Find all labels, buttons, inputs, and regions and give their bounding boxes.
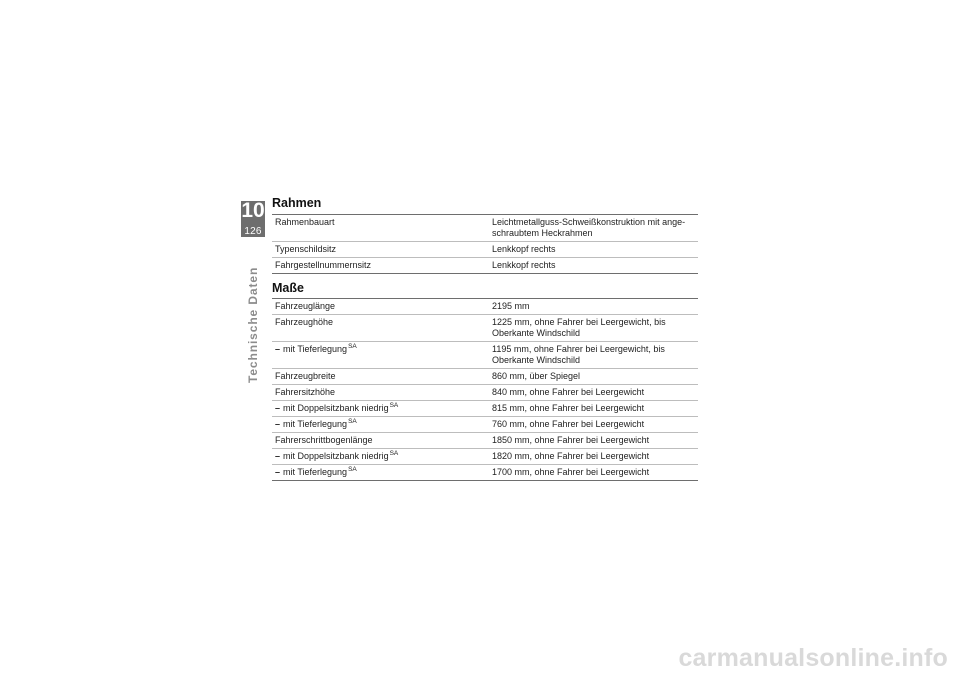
spec-label: Fahrzeugbreite <box>275 371 336 381</box>
spec-label: mit Doppelsitzbank niedrig <box>283 451 389 461</box>
spec-label: Rahmenbauart <box>275 217 335 227</box>
section-title-rahmen: Rahmen <box>272 196 322 210</box>
chapter-number: 10 <box>241 199 265 222</box>
page-number: 126 <box>244 226 262 237</box>
spec-table-masse <box>272 298 698 481</box>
chapter-side-title: Technische Daten <box>246 266 260 383</box>
spec-value: 1850 mm, ohne Fahrer bei Leergewicht <box>489 433 698 449</box>
section-title-masse: Maße <box>272 281 304 295</box>
spec-label: Typenschildsitz <box>275 244 337 254</box>
sub-item-dash: – <box>275 419 281 429</box>
table-row <box>272 449 698 465</box>
spec-value: Lenkkopf rechts <box>489 242 698 258</box>
spec-value: 760 mm, ohne Fahrer bei Leergewicht <box>489 417 698 433</box>
sub-item-dash: – <box>275 467 281 477</box>
spec-label-cell <box>272 258 489 274</box>
spec-label: mit Tieferlegung <box>283 344 348 354</box>
spec-value: 860 mm, über Spiegel <box>489 369 698 385</box>
spec-label-cell <box>272 465 489 481</box>
spec-value: 1820 mm, ohne Fahrer bei Leergewicht <box>489 449 698 465</box>
optional-equipment-marker: SA <box>389 402 399 409</box>
spec-label-cell <box>272 299 489 315</box>
spec-label-cell <box>272 449 489 465</box>
table-row <box>272 342 698 369</box>
table-row <box>272 215 698 242</box>
watermark: carmanualsonline.info <box>678 644 948 672</box>
sub-item-dash: – <box>275 344 281 354</box>
spec-label: mit Doppelsitzbank niedrig <box>283 403 389 413</box>
table-row <box>272 417 698 433</box>
optional-equipment-marker: SA <box>348 466 357 473</box>
sub-item-dash: – <box>275 403 281 413</box>
spec-value: Lenkkopf rechts <box>489 258 698 274</box>
table-row <box>272 369 698 385</box>
spec-label: mit Tieferlegung <box>283 467 348 477</box>
spec-label-cell <box>272 369 489 385</box>
spec-label-cell <box>272 242 489 258</box>
spec-label: Fahrgestellnummernsitz <box>275 260 372 270</box>
table-row <box>272 315 698 342</box>
spec-table-rahmen <box>272 214 698 274</box>
spec-label: Fahrersitzhöhe <box>275 387 336 397</box>
spec-label-cell <box>272 417 489 433</box>
spec-label-cell <box>272 433 489 449</box>
spec-label-cell <box>272 215 489 242</box>
spec-label-cell <box>272 315 489 342</box>
spec-label-cell <box>272 401 489 417</box>
sub-item-dash: – <box>275 451 281 461</box>
spec-label-cell <box>272 342 489 369</box>
table-row <box>272 299 698 315</box>
spec-label: Fahrerschrittbogenlänge <box>275 435 373 445</box>
spec-value: 1225 mm, ohne Fahrer bei Leergewicht, bis Oberkante Windschild <box>489 315 698 342</box>
spec-value: 1700 mm, ohne Fahrer bei Leergewicht <box>489 465 698 481</box>
table-row <box>272 242 698 258</box>
table-row <box>272 465 698 481</box>
spec-value: 815 mm, ohne Fahrer bei Leergewicht <box>489 401 698 417</box>
spec-label-cell <box>272 385 489 401</box>
optional-equipment-marker: SA <box>348 343 357 350</box>
table-row <box>272 258 698 274</box>
spec-label: mit Tieferlegung <box>283 419 348 429</box>
table-row <box>272 433 698 449</box>
spec-value: 840 mm, ohne Fahrer bei Leergewicht <box>489 385 698 401</box>
table-row <box>272 385 698 401</box>
spec-value: Leichtmetallguss-Schweißkonstruktion mit ange- schraubtem Heckrahmen <box>489 215 698 242</box>
optional-equipment-marker: SA <box>389 450 399 457</box>
table-row <box>272 401 698 417</box>
optional-equipment-marker: SA <box>348 418 357 425</box>
spec-value: 1195 mm, ohne Fahrer bei Leergewicht, bis Oberkante Windschild <box>489 342 698 369</box>
spec-label: Fahrzeuglänge <box>275 301 336 311</box>
spec-label: Fahrzeughöhe <box>275 317 334 327</box>
spec-value: 2195 mm <box>489 299 698 315</box>
